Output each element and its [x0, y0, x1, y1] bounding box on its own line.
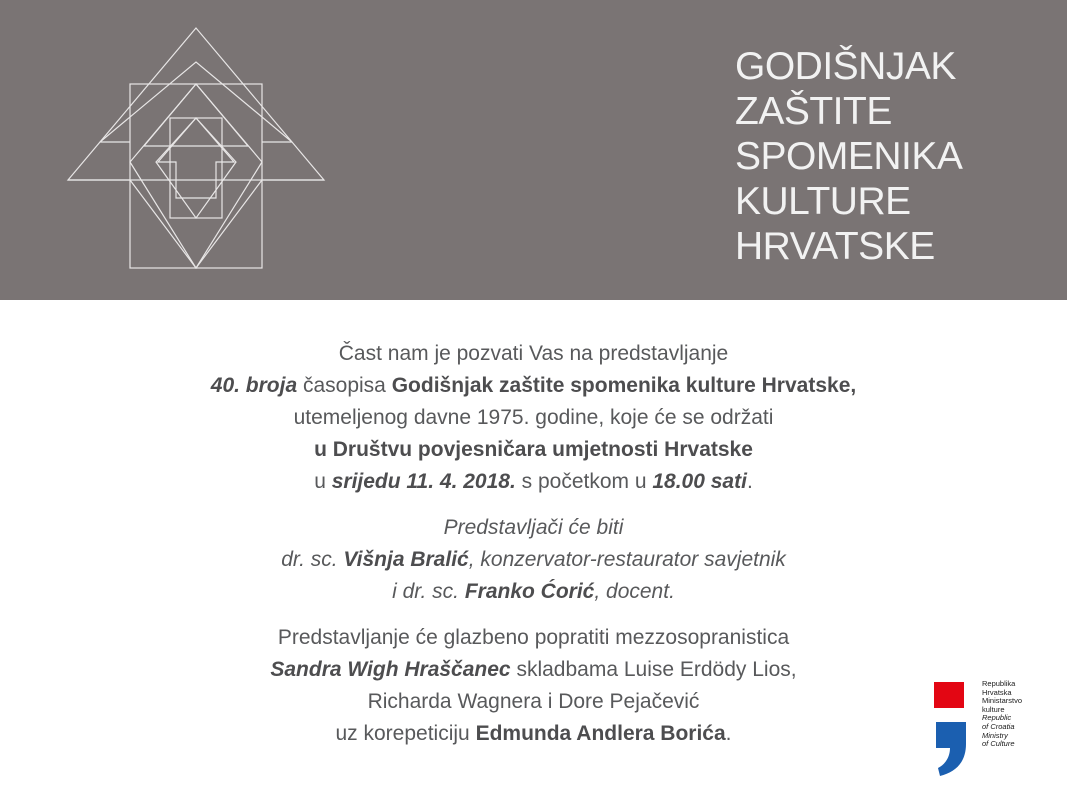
- presenter-name: Višnja Bralić: [343, 548, 469, 571]
- journal-name: Godišnjak zaštite spomenika kulture Hrvatske,: [391, 374, 857, 397]
- date-line: [0, 466, 1067, 498]
- ministry-line: of Croatia: [982, 721, 1015, 731]
- ministry-line: Republika: [982, 679, 1016, 688]
- text-fragment: časopisa: [297, 374, 392, 397]
- text-fragment: .: [725, 722, 732, 745]
- ministry-comma-icon: [934, 720, 968, 776]
- venue-name: u Društvu povjesničara umjetnosti Hrvatske: [314, 438, 753, 461]
- ministry-line: Ministry: [982, 730, 1008, 740]
- ministry-line: of Culture: [982, 739, 1015, 749]
- text-fragment: .: [746, 470, 753, 493]
- masthead-line: GODIŠNJAK: [735, 45, 956, 88]
- ministry-line: Hrvatska: [982, 687, 1012, 697]
- performer-name: Sandra Wigh Hraščanec: [270, 658, 511, 681]
- text-fragment: u: [314, 470, 332, 493]
- event-date: srijedu 11. 4. 2018.: [331, 470, 516, 493]
- masthead-line: KULTURE: [735, 180, 911, 223]
- issue-number: 40. broja: [210, 374, 298, 397]
- presenter-name: Franko Ćorić: [464, 580, 595, 603]
- ministry-text: [982, 680, 1052, 749]
- presenter-line: [0, 576, 1067, 608]
- invitation-line: utemeljenog davne 1975. godine, koje će se održati: [293, 406, 774, 429]
- ministry-red-square: [934, 682, 964, 708]
- text-fragment: dr. sc.: [281, 548, 344, 571]
- presenters-intro: Predstavljači će biti: [443, 516, 624, 539]
- text-fragment: skladbama Luise Erdödy Lios,: [510, 658, 797, 681]
- text-fragment: i dr. sc.: [392, 580, 465, 603]
- text-fragment: , docent.: [594, 580, 675, 603]
- text-fragment: , konzervator-restaurator savjetnik: [468, 548, 786, 571]
- presenter-line: [0, 544, 1067, 576]
- accompanist-name: Edmunda Andlera Borića: [475, 722, 726, 745]
- text-fragment: uz korepeticiju: [335, 722, 476, 745]
- music-block: [0, 622, 1067, 750]
- masthead-line: ZAŠTITE: [735, 90, 892, 133]
- invitation-block: [0, 338, 1067, 498]
- invitation-line: Čast nam je pozvati Vas na predstavljanje: [338, 342, 729, 365]
- presenters-block: [0, 512, 1067, 608]
- masthead-line: SPOMENIKA: [735, 135, 963, 178]
- ministry-line: kulture: [982, 704, 1005, 714]
- masthead-line: HRVATSKE: [735, 225, 935, 268]
- header-banner: [0, 0, 1067, 300]
- ministry-line: Republic: [982, 713, 1012, 723]
- ministry-line: Ministarstvo: [982, 696, 1023, 706]
- text-fragment: s početkom u: [515, 470, 653, 493]
- event-time: 18.00 sati: [652, 470, 747, 493]
- music-line: Predstavljanje će glazbeno popratiti mezzosopranistica: [277, 626, 790, 649]
- music-line: Richarda Wagnera i Dore Pejačević: [367, 690, 700, 713]
- geometric-house-icon: [60, 22, 332, 272]
- journal-masthead: [735, 44, 962, 269]
- music-line: [0, 718, 1067, 750]
- venue: [0, 434, 1067, 466]
- music-line: [0, 654, 1067, 686]
- invitation-body: [0, 338, 1067, 764]
- ministry-logo: [934, 680, 1044, 780]
- invitation-line: [0, 370, 1067, 402]
